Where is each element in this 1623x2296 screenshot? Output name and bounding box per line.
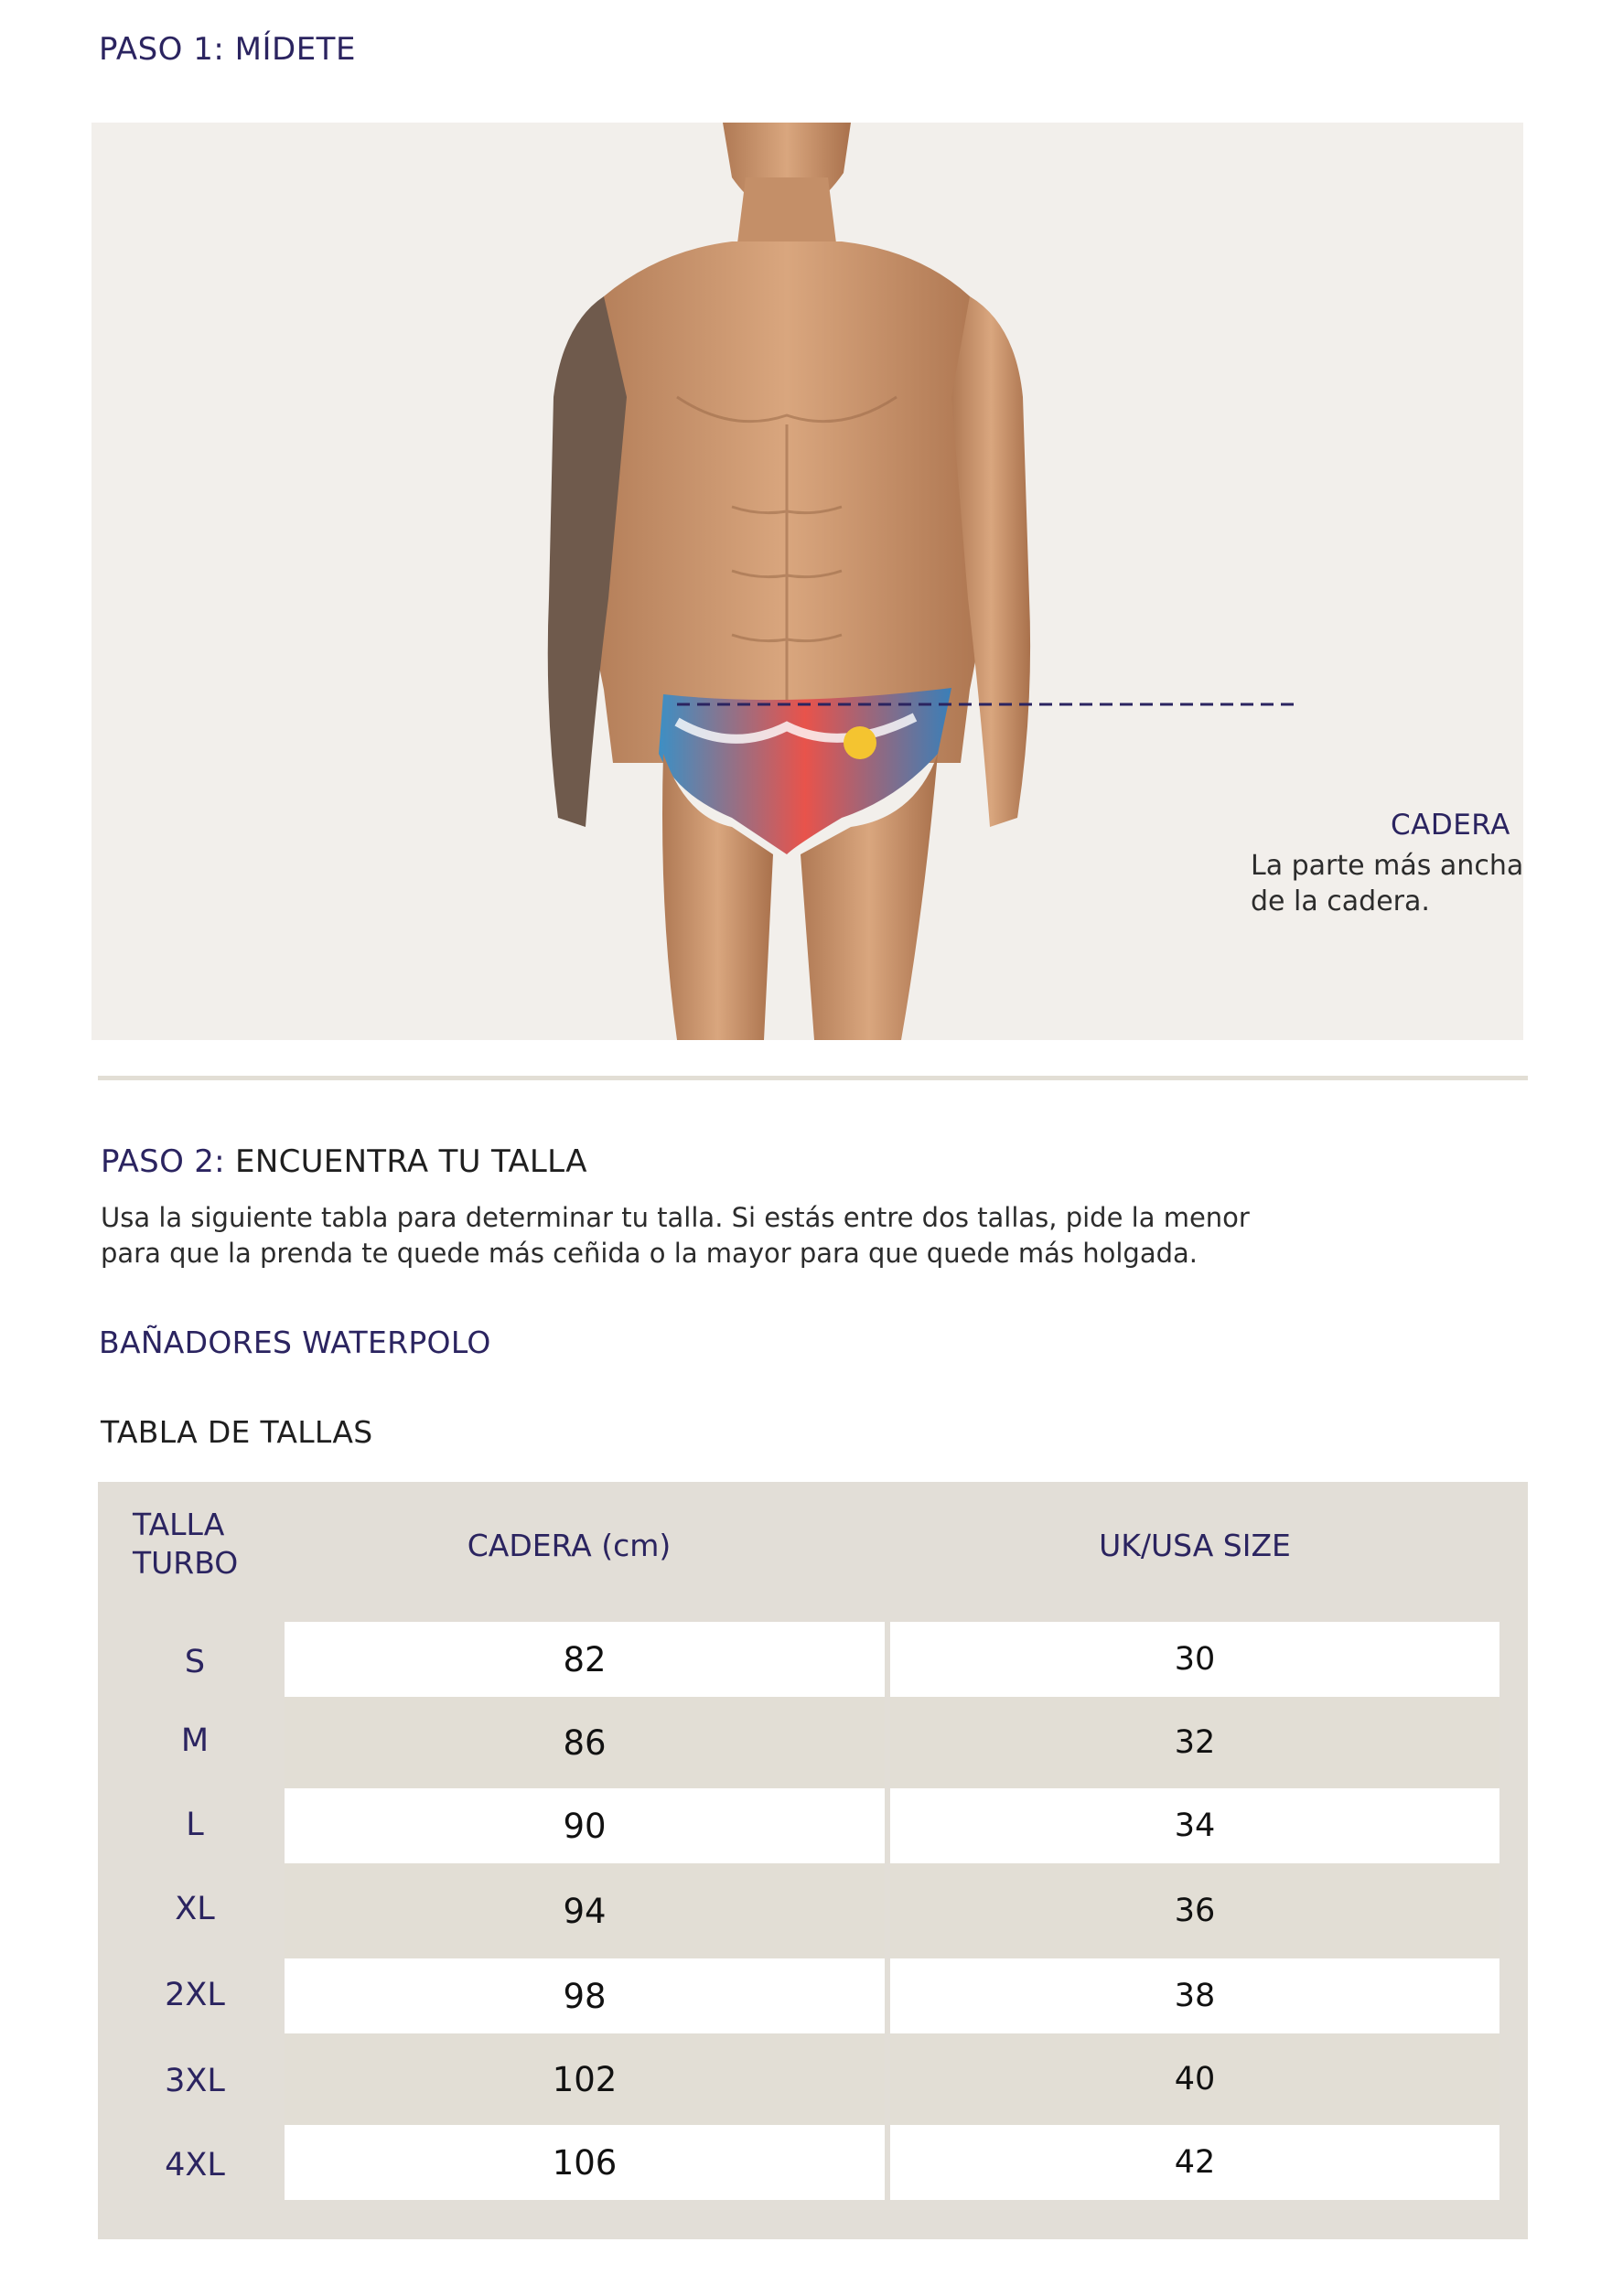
size-cell: 38: [890, 1958, 1499, 2033]
table-row: [98, 1788, 1528, 1863]
cadera-cell: 86: [285, 1697, 885, 1788]
size-label: S: [184, 1644, 206, 1680]
size-cell: 30: [890, 1622, 1499, 1697]
step1-heading: MÍDETE: [234, 31, 356, 68]
size-table: [98, 1482, 1528, 2239]
header-talla-turbo: TALLA TURBO: [133, 1507, 239, 1581]
cadera-cell: 94: [285, 1863, 885, 1958]
step1-title: PASO 1: MÍDETE: [99, 31, 356, 68]
size-cell: 42: [890, 2125, 1499, 2200]
size-label: XL: [175, 1891, 215, 1927]
table-row: [98, 2033, 1528, 2125]
hip-label: CADERA: [1391, 809, 1510, 842]
size-cell: 32: [890, 1697, 1499, 1788]
table-row: [98, 2125, 1528, 2200]
size-label: L: [186, 1807, 204, 1843]
step2-number: PASO 2: [101, 1143, 215, 1180]
header-cadera: CADERA (cm): [467, 1528, 672, 1563]
header-uk-usa-size: UK/USA SIZE: [1099, 1528, 1291, 1563]
cadera-cell: 98: [285, 1958, 885, 2033]
size-label: 2XL: [165, 1977, 225, 2013]
cadera-cell: 106: [285, 2125, 885, 2200]
size-cell: 36: [890, 1863, 1499, 1958]
step1-number: PASO 1: [99, 31, 214, 68]
cadera-cell: 90: [285, 1788, 885, 1863]
size-label: M: [180, 1722, 210, 1759]
table-row: [98, 1958, 1528, 2033]
table-row: [98, 1863, 1528, 1958]
size-label: 4XL: [165, 2147, 225, 2183]
size-cell: 40: [890, 2033, 1499, 2125]
product-category-title: BAÑADORES WATERPOLO: [99, 1325, 491, 1360]
size-table-title: TABLA DE TALLAS: [101, 1414, 373, 1450]
size-label: 3XL: [165, 2063, 225, 2099]
step2-description: Usa la siguiente tabla para determinar tu talla. Si estás entre dos tallas, pide la menor para que la prenda te quede más ceñida o la mayor para que quede más holgada.: [101, 1202, 1250, 1269]
cadera-cell: 102: [285, 2033, 885, 2125]
size-cell: 34: [890, 1788, 1499, 1863]
step2-title: PASO 2: ENCUENTRA TU TALLA: [101, 1143, 587, 1180]
table-row: [98, 1622, 1528, 1697]
cadera-cell: 82: [285, 1622, 885, 1697]
section-divider: [98, 1076, 1528, 1080]
model-photo: [91, 123, 1523, 1040]
step2-heading: ENCUENTRA TU TALLA: [235, 1143, 587, 1180]
hip-description: La parte más ancha de la cadera.: [1251, 850, 1523, 917]
table-row: [98, 1697, 1528, 1788]
